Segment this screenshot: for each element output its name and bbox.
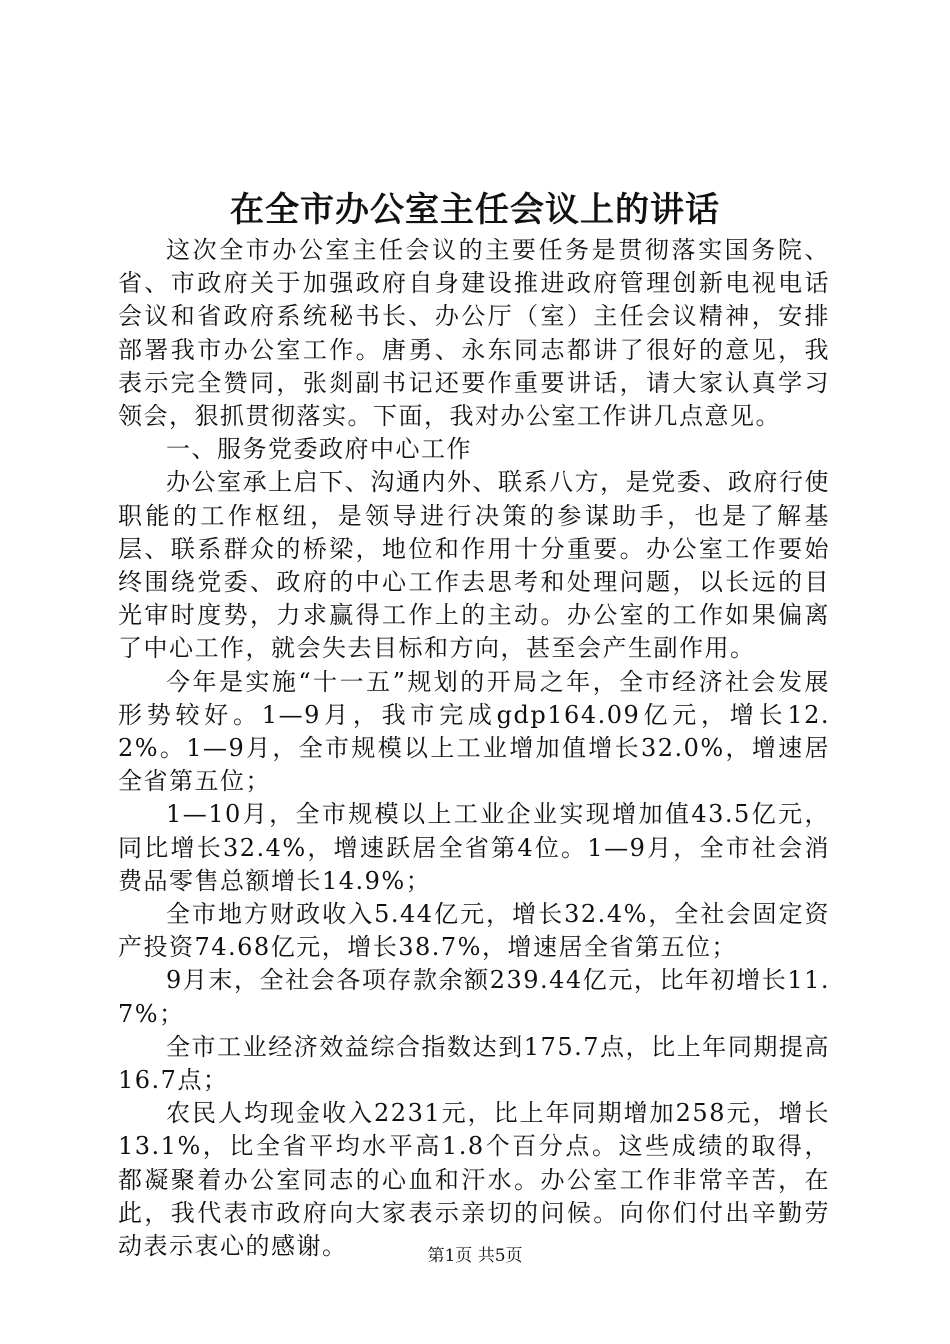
paragraph-industry-index: 全市工业经济效益综合指数达到175.7点，比上年同期提高16.7点；	[118, 1032, 830, 1095]
paragraph-farmers-income: 农民人均现金收入2231元，比上年同期增加258元，增长13.1%，比全省平均水平高1.8个百分点。这些成绩的取得，都凝聚着办公室同志的心血和汗水。办公室工作非常辛苦，在此，我代表市政府向大家表示亲切的问候。向你们付出辛勤劳动表示衷心的感谢。	[118, 1099, 830, 1261]
page-number-footer: 第1页 共5页	[427, 1246, 523, 1266]
paragraph-office-role: 办公室承上启下、沟通内外、联系八方，是党委、政府行使职能的工作枢纽，是领导进行决策的参谋助手，也是了解基层、联系群众的桥梁，地位和作用十分重要。办公室工作要始终围绕党委、政府的中心工作去思考和处理问题，以长远的目光审时度势，力求赢得工作上的主动。办公室的工作如果偏离了中心工作，就会失去目标和方向，甚至会产生副作用。	[118, 468, 830, 663]
paragraph-economy-2: 1—10月，全市规模以上工业企业实现增加值43.5亿元，同比增长32.4%，增速跃居全省第4位。1—9月，全市社会消费品零售总额增长14.9%；	[118, 800, 830, 895]
paragraph-intro: 这次全市办公室主任会议的主要任务是贯彻落实国务院、省、市政府关于加强政府自身建设推进政府管理创新电视电话会议和省政府系统秘书长、办公厅（室）主任会议精神，安排部署我市办公室工作。唐勇、永东同志都讲了很好的意见，我表示完全赞同，张剡副书记还要作重要讲话，请大家认真学习领会，狠抓贯彻落实。下面，我对办公室工作讲几点意见。	[118, 236, 830, 431]
document-title: 在全市办公室主任会议上的讲话	[230, 190, 720, 230]
paragraph-deposits: 9月末，全社会各项存款余额239.44亿元，比年初增长11.7%；	[118, 966, 830, 1028]
paragraph-finance: 全市地方财政收入5.44亿元，增长32.4%，全社会固定资产投资74.68亿元，增长38.7%，增速居全省第五位；	[118, 900, 830, 962]
document-body	[118, 234, 830, 1263]
paragraph-economy-1: 今年是实施“十一五”规划的开局之年，全市经济社会发展形势较好。1—9月，我市完成gdp164.09亿元，增长12.2%。1—9月，全市规模以上工业增加值增长32.0%，增速居全省第五位；	[118, 667, 830, 796]
section-heading-1: 一、服务党委政府中心工作	[166, 435, 472, 464]
